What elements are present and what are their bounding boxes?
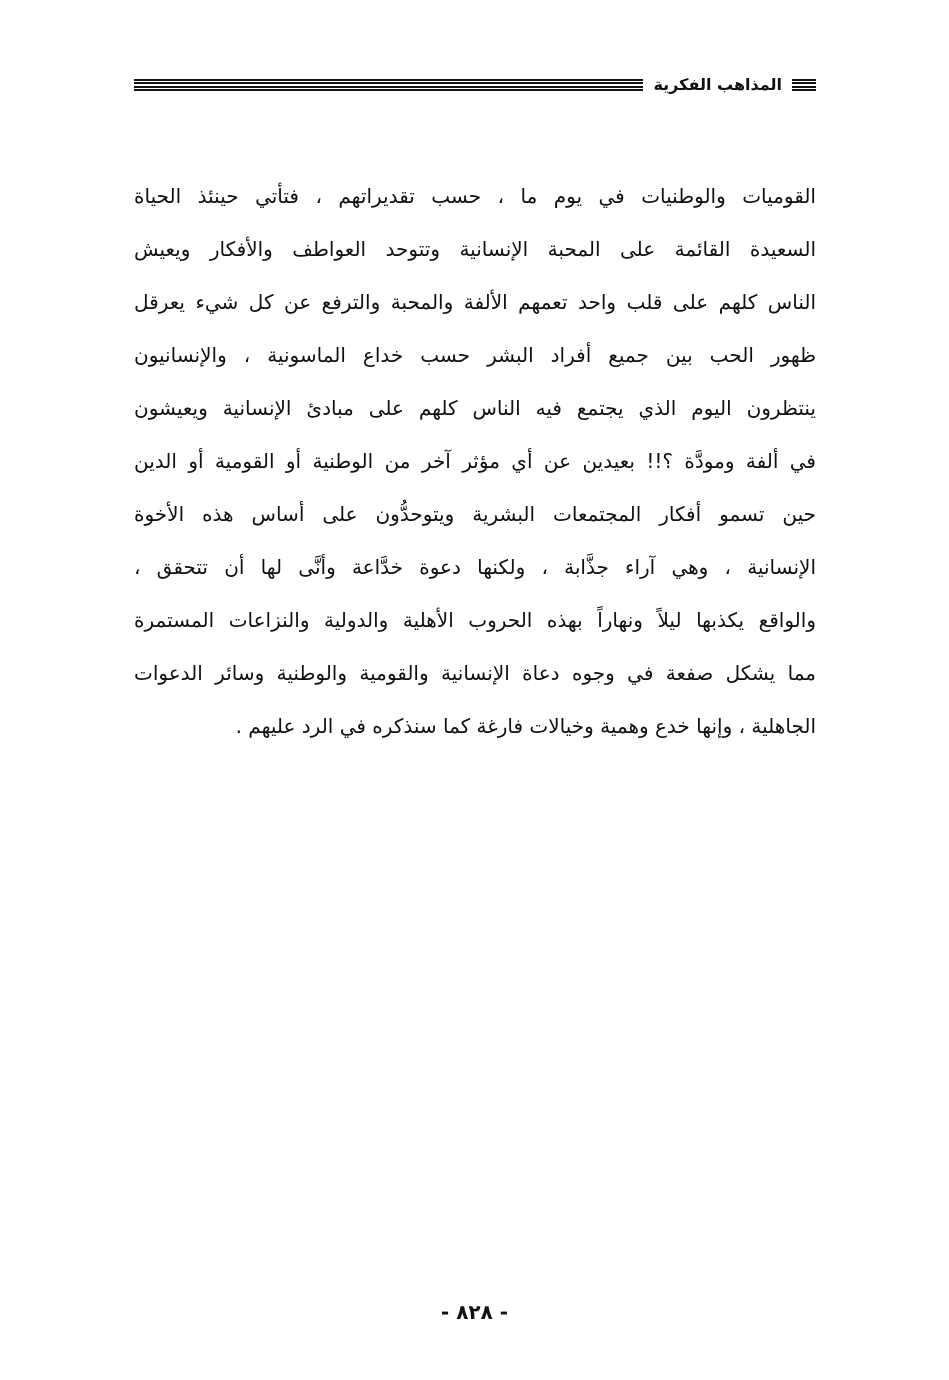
text-line: والواقع يكذبها ليلاً ونهاراً بهذه الحروب الأهلية والدولية والنزاعات المستمرة [134, 608, 816, 632]
header-ornament-short [792, 79, 816, 91]
text-line: الجاهلية ، وإنها خدع وهمية وخيالات فارغة كما سنذكره في الرد عليهم . [235, 714, 816, 738]
text-line: ينتظرون اليوم الذي يجتمع فيه الناس كلهم على مبادئ الإنسانية ويعيشون [134, 396, 816, 420]
text-line: ظهور الحب بين جميع أفراد البشر حسب خداع الماسونية ، والإنسانيون [134, 343, 816, 367]
page-number: - ٨٢٨ - [440, 1300, 509, 1324]
running-header [134, 70, 816, 100]
text-line: السعيدة القائمة على المحبة الإنسانية وتتوحد العواطف والأفكار ويعيش [134, 237, 816, 261]
text-line: في ألفة ومودَّة ؟!! بعيدين عن أي مؤثر آخر من الوطنية أو القومية أو الدين [134, 449, 816, 473]
text-line: مما يشكل صفعة في وجوه دعاة الإنسانية والقومية والوطنية وسائر الدعوات [134, 661, 816, 685]
text-line: الناس كلهم على قلب واحد تعمهم الألفة والمحبة والترفع عن كل شيء يعرقل [134, 290, 816, 314]
header-title: المذاهب الفكرية [653, 75, 782, 94]
body-text [134, 170, 816, 753]
text-line: حين تسمو أفكار المجتمعات البشرية ويتوحدُّون على أساس هذه الأخوة [134, 502, 816, 526]
text-line: الإنسانية ، وهي آراء جذَّابة ، ولكنها دعوة خدَّاعة وأنَّى لها أن تتحقق ، [134, 555, 816, 579]
text-line: القوميات والوطنيات في يوم ما ، حسب تقديراتهم ، فتأتي حينئذ الحياة [134, 184, 816, 208]
header-ornament-long [134, 79, 643, 91]
